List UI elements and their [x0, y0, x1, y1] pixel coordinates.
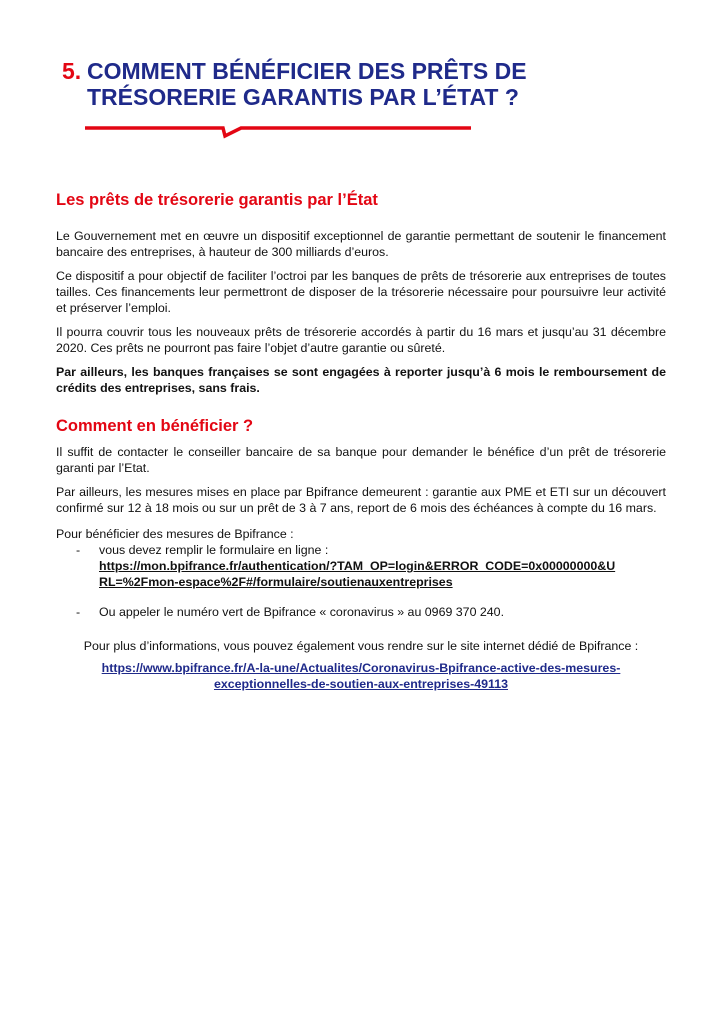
paragraph: Le Gouvernement met en œuvre un dispositif exceptionnel de garantie permettant de soutenir le financement bancaire des entreprises, à hauteur de 300 milliards d’euros.	[56, 229, 666, 259]
bold-paragraph: Par ailleurs, les banques françaises se sont engagées à reporter jusqu’à 6 mois le remboursement de crédits des entreprises, sans frais.	[56, 365, 666, 395]
form-link-line-2[interactable]: RL=%2Fmon-espace%2F#/formulaire/soutienauxentreprises	[99, 575, 453, 589]
speech-bubble-underline	[83, 124, 475, 140]
section-heading-prets: Les prêts de trésorerie garantis par l’État	[56, 191, 378, 209]
bpifrance-link-line-1[interactable]: https://www.bpifrance.fr/A-la-une/Actualites/Coronavirus-Bpifrance-active-des-mesures-	[101, 661, 621, 675]
title-text	[87, 58, 647, 110]
bpifrance-link-line-2[interactable]: exceptionnelles-de-soutien-aux-entreprises-49113	[213, 677, 509, 691]
list-dash: -	[76, 605, 81, 619]
paragraph: Il suffit de contacter le conseiller bancaire de sa banque pour demander le bénéfice d’un prêt de trésorerie garanti par l’Etat.	[56, 445, 666, 475]
list-item	[56, 542, 666, 590]
title-line-2: TRÉSORERIE GARANTIS PAR L’ÉTAT ?	[87, 84, 519, 110]
list-item	[56, 604, 666, 620]
list-item-text: Ou appeler le numéro vert de Bpifrance « coronavirus » au 0969 370 240.	[99, 605, 505, 619]
list-item-text: vous devez remplir le formulaire en ligne :	[99, 543, 329, 557]
paragraph: Il pourra couvrir tous les nouveaux prêts de trésorerie accordés à partir du 16 mars et jusqu’au 31 décembre 2020. Ces prêts ne pourront pas faire l’objet d’autre garantie ou sûreté.	[56, 325, 666, 355]
list-dash: -	[76, 543, 81, 557]
info-paragraph: Pour plus d’informations, vous pouvez également vous rendre sur le site internet dédié de Bpifrance :	[83, 639, 639, 653]
form-link-line-1[interactable]: https://mon.bpifrance.fr/authentication/?TAM_OP=login&ERROR_CODE=0x00000000&U	[99, 559, 616, 573]
title-line-1: COMMENT BÉNÉFICIER DES PRÊTS DE	[87, 58, 527, 84]
paragraph: Par ailleurs, les mesures mises en place par Bpifrance demeurent : garantie aux PME et ETI sur un découvert confirmé sur 12 à 18 mois ou sur un prêt de 3 à 7 ans, report de 6 mois des échéances à compte du 16 mars.	[56, 485, 666, 515]
paragraph: Pour bénéficier des mesures de Bpifrance :	[56, 527, 294, 541]
section-heading-comment: Comment en bénéficier ?	[56, 417, 254, 435]
main-content	[56, 190, 666, 692]
paragraph: Ce dispositif a pour objectif de faciliter l’octroi par les banques de prêts de trésorerie aux entreprises de toutes tailles. Ces financements leur permettront de disposer de la trésorerie nécessaire pour poursuivre leur activité et préserver l’emploi.	[56, 269, 666, 315]
section-number: 5.	[62, 58, 82, 84]
